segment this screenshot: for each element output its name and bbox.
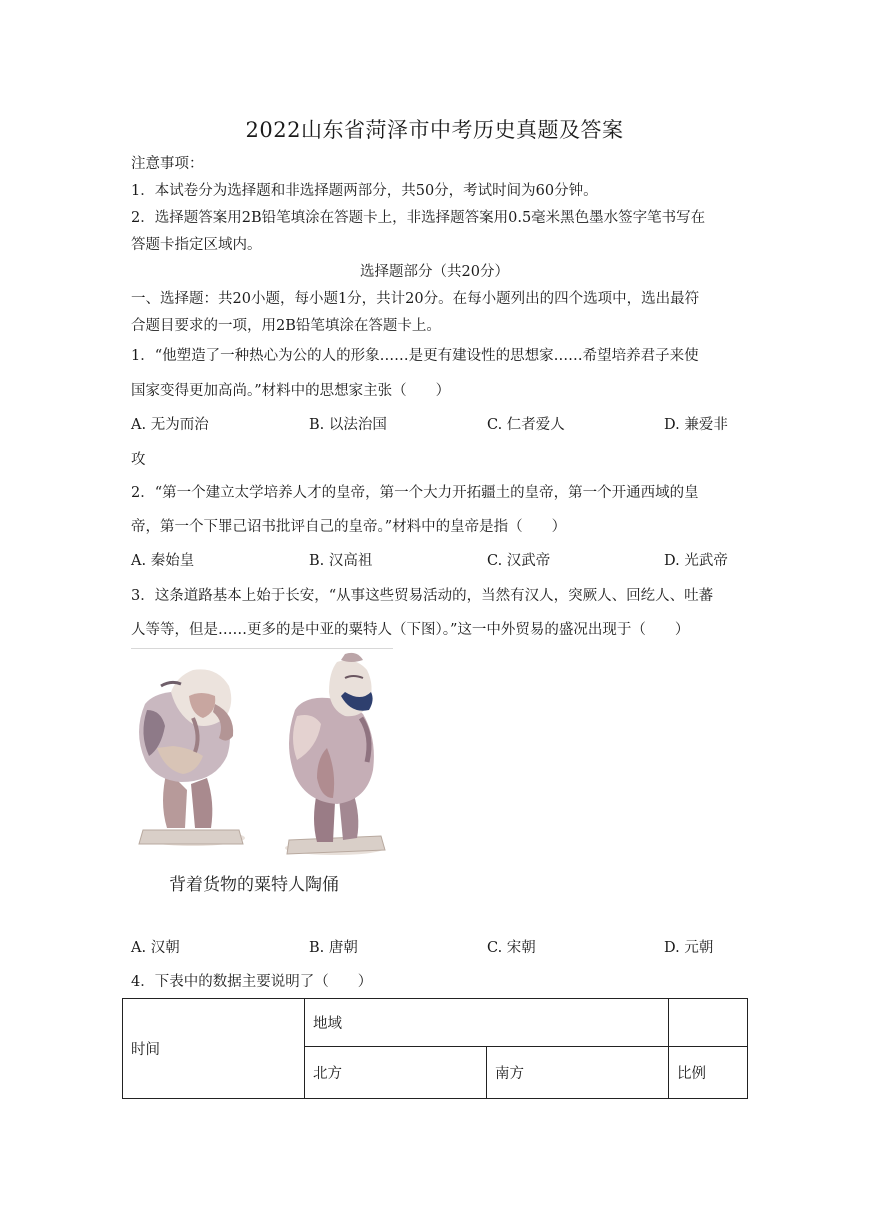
notice-item-2-line-2: 答题卡指定区域内。: [131, 237, 262, 253]
section-title: 选择题部分（共20分）: [360, 264, 509, 280]
question-3-option-b: B. 唐朝: [309, 940, 358, 956]
table-header-region: 地域: [305, 999, 669, 1047]
right-figurine: [285, 653, 385, 855]
question-3-stem-line-2: 人等等，但是……更多的是中亚的粟特人（下图）。”这一中外贸易的盛况出现于（ ）: [131, 622, 690, 638]
question-1-option-d-wrap: 攻: [131, 452, 146, 468]
question-1-option-c: C. 仁者爱人: [487, 417, 565, 433]
figurine-illustration: [131, 652, 393, 867]
table-header-ratio: 比例: [669, 1047, 748, 1099]
question-2-option-b: B. 汉高祖: [309, 553, 373, 569]
question-4-data-table: [122, 998, 748, 1099]
table-header-time: 时间: [123, 999, 305, 1099]
question-2-option-a: A. 秦始皇: [131, 553, 195, 569]
question-1-stem-line-2: 国家变得更加高尚。”材料中的思想家主张（ ）: [131, 383, 451, 399]
question-4-stem: 4．下表中的数据主要说明了（ ）: [131, 974, 373, 990]
image-top-border: [131, 648, 393, 649]
notice-item-1: 1．本试卷分为选择题和非选择题两部分，共50分，考试时间为60分钟。: [131, 183, 598, 199]
question-2-stem-line-2: 帝，第一个下罪己诏书批评自己的皇帝。”材料中的皇帝是指（ ）: [131, 519, 567, 535]
question-3-option-a: A. 汉朝: [131, 940, 180, 956]
left-figurine: [139, 669, 245, 846]
question-1-option-d: D. 兼爱非: [664, 417, 728, 433]
table-cell-empty: [669, 999, 748, 1047]
page-title: 2022山东省菏泽市中考历史真题及答案: [245, 118, 624, 142]
figure-caption: 背着货物的粟特人陶俑: [169, 875, 339, 895]
notice-item-2-line-1: 2．选择题答案用2B铅笔填涂在答题卡上，非选择题答案用0.5毫米黑色墨水签字笔书写在: [131, 210, 706, 226]
question-3-stem-line-1: 3．这条道路基本上始于长安，“从事这些贸易活动的，当然有汉人，突厥人、回纥人、吐蕃: [131, 588, 714, 604]
section-intro-line-1: 一、选择题：共20小题，每小题1分，共计20分。在每小题列出的四个选项中，选出最符: [131, 291, 700, 307]
question-1-option-b: B. 以法治国: [309, 417, 387, 433]
table-header-south: 南方: [487, 1047, 669, 1099]
question-1-stem-line-1: 1．“他塑造了一种热心为公的人的形象……是更有建设性的思想家……希望培养君子来使: [131, 348, 699, 364]
section-intro-line-2: 合题目要求的一项，用2B铅笔填涂在答题卡上。: [131, 318, 441, 334]
question-2-option-c: C. 汉武帝: [487, 553, 551, 569]
question-2-stem-line-1: 2．“第一个建立太学培养人才的皇帝，第一个大力开拓疆土的皇帝，第一个开通西域的皇: [131, 485, 699, 501]
question-1-option-a: A. 无为而治: [131, 417, 209, 433]
question-2-option-d: D. 光武帝: [664, 553, 728, 569]
question-3-option-d: D. 元朝: [664, 940, 714, 956]
table-row: [123, 999, 748, 1047]
question-3-option-c: C. 宋朝: [487, 940, 536, 956]
table-header-north: 北方: [305, 1047, 487, 1099]
notice-heading: 注意事项：: [131, 156, 204, 172]
sogdian-figurines-image: [131, 648, 393, 898]
